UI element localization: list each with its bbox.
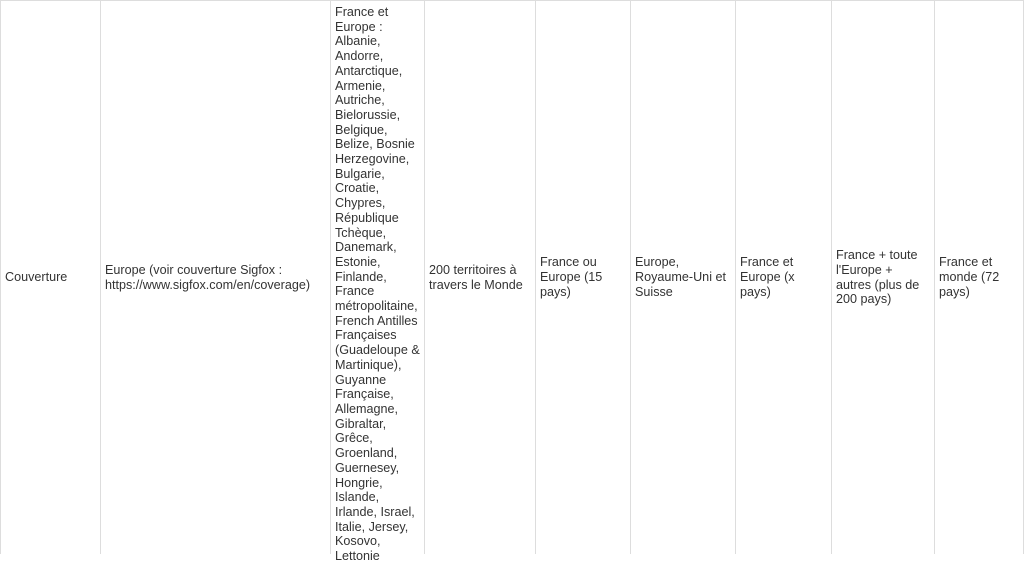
cell-text: France et monde (72 pays) xyxy=(939,255,1000,299)
cell-text: Europe (voir couverture Sigfox : https://www.sigfox.com/en/coverage) xyxy=(105,262,311,292)
table-cell xyxy=(101,1,331,555)
table-cell xyxy=(832,1,935,555)
table-cell xyxy=(736,1,832,555)
country-list-text: France et Europe : Albanie, Andorre, Antarctique, Armenie, Autriche, Bielorussie, Belgique, Belize, Bosnie Herzegovine, Bulgarie, Croatie, Chypres, République Tchèque, Danemark, Estonie, Finlande, France métropolitaine, French Antilles Françaises (Guadeloupe & Martinique), Guyanne Française, Allemagne, Gibraltar, Grêce, Groenland, Guernesey, Hongrie, Islande, Irlande, Israel, Italie, Jersey, Kosovo, Lettonie xyxy=(335,5,420,564)
row-label: Couverture xyxy=(5,270,68,285)
cell-text: France et Europe (x pays) xyxy=(740,255,795,299)
table-cell xyxy=(935,1,1024,555)
cell-text: France ou Europe (15 pays) xyxy=(540,255,603,299)
table-row-couverture xyxy=(1,1,1024,555)
table-cell xyxy=(425,1,536,555)
table-cell xyxy=(536,1,631,555)
cell-text: France + toute l'Europe + autres (plus de 200 pays) xyxy=(836,248,920,307)
table-cell-country-list xyxy=(331,1,425,564)
cell-text: 200 territoires à travers le Monde xyxy=(429,262,523,292)
table-cell xyxy=(631,1,736,555)
cell-text: Europe, Royaume-Uni et Suisse xyxy=(635,255,726,299)
row-label-cell xyxy=(1,1,101,555)
